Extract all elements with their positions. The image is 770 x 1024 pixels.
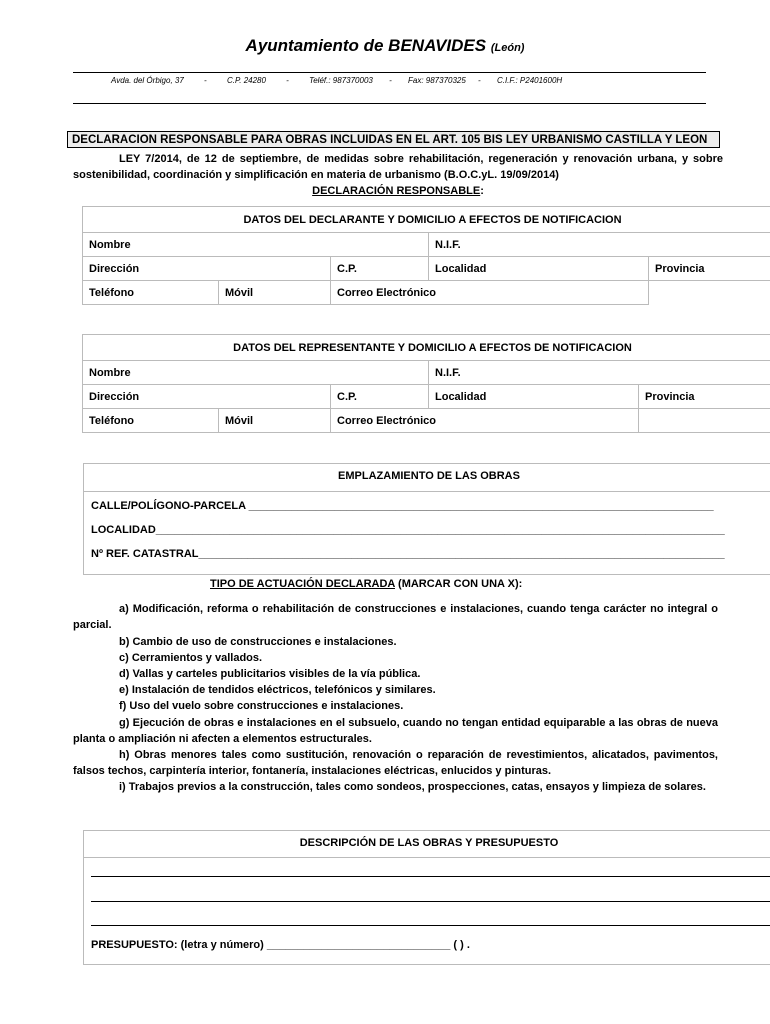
separator: - bbox=[478, 76, 481, 85]
separator: - bbox=[204, 76, 207, 85]
declarante-cp-field[interactable]: C.P. bbox=[331, 257, 429, 281]
tipo-option-h[interactable]: h) Obras menores tales como sustitución, renovación o reparación de revestimientos, alicatados, pavimentos, falsos techos, carpintería interior, fontanería, instalaciones eléctricas, enlucidos y pinturas. bbox=[73, 749, 718, 778]
tipo-option-i[interactable]: i) Trabajos previos a la construcción, tales como sondeos, prospecciones, catas, ensayos y limpieza de solares. bbox=[119, 781, 706, 794]
declaration-heading bbox=[73, 183, 723, 199]
tipo-actuacion-section bbox=[73, 576, 718, 796]
address-fax: Fax: 987370325 bbox=[407, 76, 466, 85]
declarante-provincia-field[interactable]: Provincia bbox=[649, 257, 770, 281]
declarante-direccion-field[interactable]: Dirección bbox=[83, 257, 331, 281]
tipo-option-f[interactable]: f) Uso del vuelo sobre construcciones e instalaciones. bbox=[119, 700, 404, 713]
tipo-option-b[interactable]: b) Cambio de uso de construcciones e instalaciones. bbox=[119, 635, 397, 648]
page-title bbox=[0, 36, 770, 56]
declaration-heading-colon: : bbox=[480, 185, 484, 197]
descripcion-line[interactable] bbox=[91, 901, 770, 902]
address-cif: C.I.F.: P2401600H bbox=[496, 76, 563, 85]
calle-field[interactable]: CALLE/POLÍGONO-PARCELA ____________________________________________________________________________ bbox=[91, 500, 714, 512]
declarante-localidad-field[interactable]: Localidad bbox=[429, 257, 649, 281]
declarante-nombre-field[interactable]: Nombre bbox=[83, 233, 429, 257]
representante-heading: DATOS DEL REPRESENTANTE Y DOMICILIO A EFECTOS DE NOTIFICACION bbox=[83, 335, 770, 361]
law-text: LEY 7/2014, de 12 de septiembre, de medidas sobre rehabilitación, regeneración y renovación urbana, y sobre sostenibilidad, coordinación y simplificación en materia de urbanismo (B.O.C.yL. 19/09/2014) bbox=[73, 153, 723, 181]
address-street: Avda. del Órbigo, 37 bbox=[111, 76, 184, 85]
descripcion-section bbox=[83, 830, 770, 965]
blank-cell bbox=[649, 281, 770, 305]
localidad-field[interactable]: LOCALIDAD_____________________________________________________________________________________________ bbox=[91, 524, 725, 536]
tipo-heading-suffix: (MARCAR CON UNA X): bbox=[394, 578, 523, 590]
representante-cp-field[interactable]: C.P. bbox=[331, 385, 429, 409]
tipo-option-c[interactable]: c) Cerramientos y vallados. bbox=[119, 651, 263, 664]
representante-nombre-field[interactable]: Nombre bbox=[83, 361, 429, 385]
representante-telefono-field[interactable]: Teléfono bbox=[83, 409, 219, 433]
declaration-heading-text: DECLARACIÓN RESPONSABLE bbox=[312, 185, 481, 197]
declarante-nif-field[interactable]: N.I.F. bbox=[429, 233, 770, 257]
tipo-heading-text: TIPO DE ACTUACIÓN DECLARADA bbox=[210, 578, 395, 590]
descripcion-line[interactable] bbox=[91, 876, 770, 877]
spacer bbox=[73, 592, 718, 601]
law-reference bbox=[73, 151, 723, 199]
representante-correo-field[interactable]: Correo Electrónico bbox=[331, 409, 639, 433]
representante-direccion-field[interactable]: Dirección bbox=[83, 385, 331, 409]
representante-localidad-field[interactable]: Localidad bbox=[429, 385, 639, 409]
descripcion-heading: DESCRIPCIÓN DE LAS OBRAS Y PRESUPUESTO bbox=[299, 837, 559, 849]
tipo-option-g[interactable]: g) Ejecución de obras e instalaciones en el subsuelo, cuando no tengan entidad equiparable a las obras de nueva planta o ampliación ni afecten a elementos estructurales. bbox=[73, 716, 718, 745]
declarante-correo-field[interactable]: Correo Electrónico bbox=[331, 281, 649, 305]
declaration-title-box: DECLARACION RESPONSABLE PARA OBRAS INCLUIDAS EN EL ART. 105 BIS LEY URBANISMO CASTILLA Y LEON bbox=[67, 131, 720, 148]
ref-catastral-field[interactable]: Nº REF. CATASTRAL______________________________________________________________________________________ bbox=[91, 548, 725, 560]
emplazamiento-heading: EMPLAZAMIENTO DE LAS OBRAS bbox=[338, 470, 520, 482]
representante-provincia-field[interactable]: Provincia bbox=[639, 385, 770, 409]
tipo-option-d[interactable]: d) Vallas y carteles publicitarios visibles de la vía pública. bbox=[119, 668, 421, 681]
declarante-table bbox=[82, 206, 770, 305]
header-top-rule bbox=[73, 72, 706, 73]
representante-nif-field[interactable]: N.I.F. bbox=[429, 361, 770, 385]
tipo-option-a[interactable]: a) Modificación, reforma o rehabilitación de construcciones e instalaciones, cuando tenga carácter no integral o parcial. bbox=[73, 603, 718, 632]
province-subtitle: (León) bbox=[490, 42, 525, 54]
descripcion-line[interactable] bbox=[91, 925, 770, 926]
blank-cell bbox=[639, 409, 770, 433]
emplazamiento-section bbox=[83, 463, 770, 575]
header-bottom-rule bbox=[73, 103, 706, 104]
separator: - bbox=[389, 76, 392, 85]
divider bbox=[84, 857, 770, 858]
declarante-heading: DATOS DEL DECLARANTE Y DOMICILIO A EFECTOS DE NOTIFICACION bbox=[83, 207, 770, 233]
address-line bbox=[73, 76, 706, 85]
address-postal-code: C.P. 24280 bbox=[226, 76, 266, 85]
tipo-heading bbox=[73, 576, 718, 592]
divider bbox=[84, 491, 770, 492]
address-phone: Teléf.: 987370003 bbox=[309, 76, 373, 85]
tipo-option-e[interactable]: e) Instalación de tendidos eléctricos, telefónicos y similares. bbox=[119, 684, 436, 697]
separator: - bbox=[286, 76, 289, 85]
representante-movil-field[interactable]: Móvil bbox=[219, 409, 331, 433]
declarante-movil-field[interactable]: Móvil bbox=[219, 281, 331, 305]
representante-table bbox=[82, 334, 770, 433]
presupuesto-field[interactable]: PRESUPUESTO: (letra y número) ______________________________ ( ) . bbox=[91, 939, 470, 951]
declarante-telefono-field[interactable]: Teléfono bbox=[83, 281, 219, 305]
municipality-title: Ayuntamiento de BENAVIDES bbox=[245, 36, 487, 55]
